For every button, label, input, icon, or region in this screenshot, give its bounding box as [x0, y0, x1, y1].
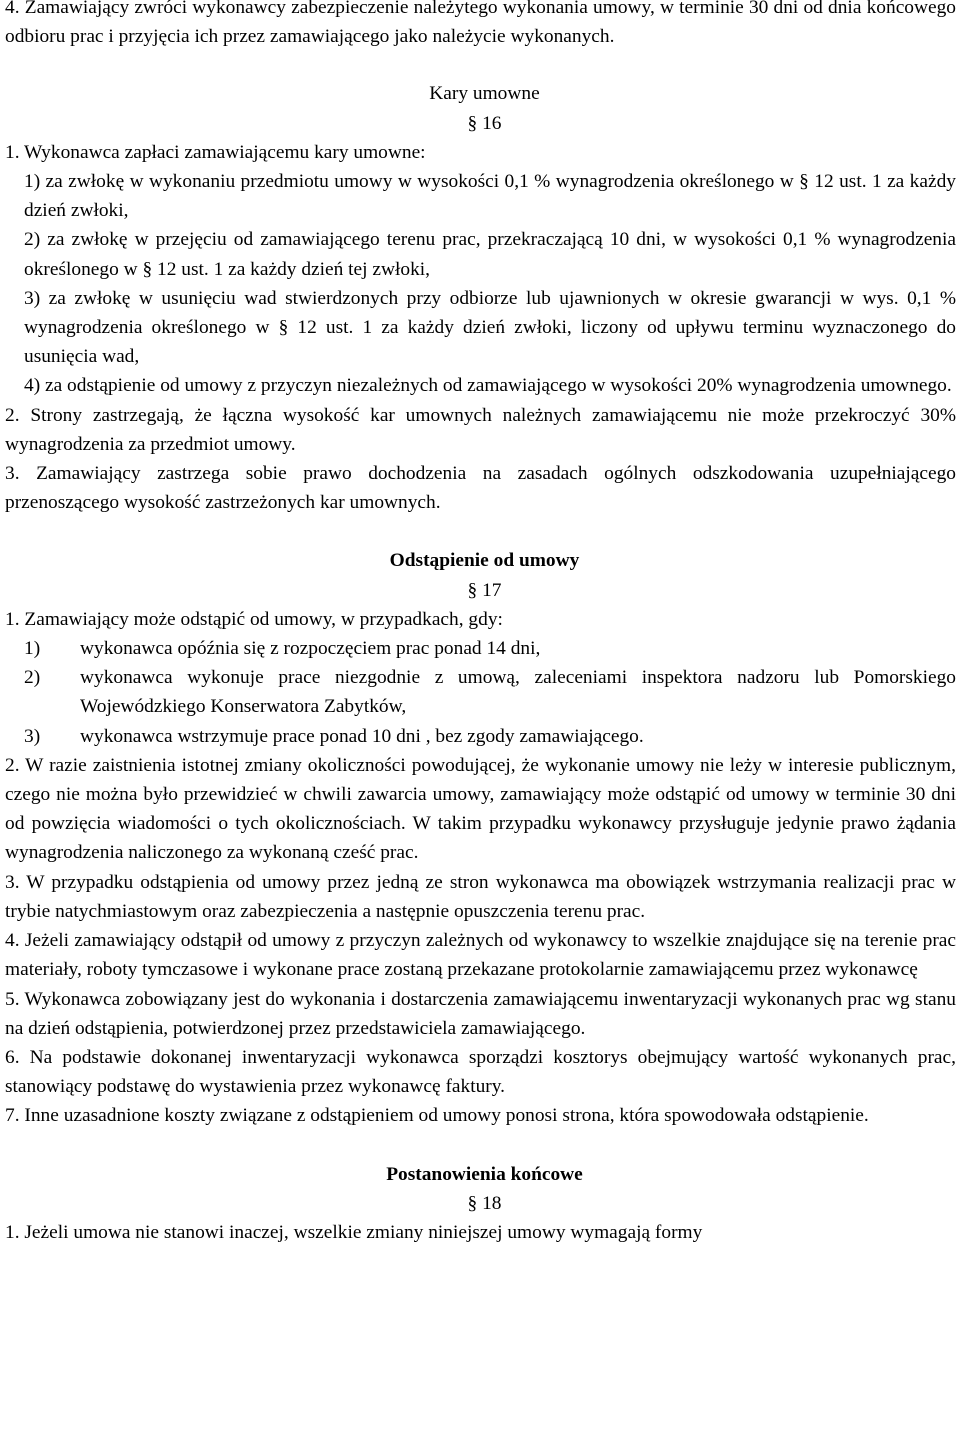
section-16-item-4: 4) za odstąpienie od umowy z przyczyn niezależnych od zamawiającego w wysokości 20% wynagrodzenia umownego. [24, 375, 952, 397]
section-16-paragraph-2: 2. Strony zastrzegają, że łączna wysokość kar umownych należnych zamawiającemu nie może przekroczyć 30% wynagrodzenia za przedmiot umowy. [5, 404, 956, 455]
section-16-item-2: 2) za zwłokę w przejęciu od zamawiającego terenu prac, przekraczającą 10 dni, w wysokości 0,1 % wynagrodzenia określonego w § 12 ust. 1 za każdy dzień tej zwłoki, [24, 229, 956, 280]
section-18-paragraph-1: 1. Jeżeli umowa nie stanowi inaczej, wszelkie zmiany niniejszej umowy wymagają formy [5, 1221, 703, 1243]
list-item-text: wykonawca opóźnia się z rozpoczęciem prac ponad 14 dni, [80, 638, 541, 660]
section-17-paragraph-7: 7. Inne uzasadnione koszty związane z odstąpieniem od umowy ponosi strona, która spowodowała odstąpienie. [5, 1105, 869, 1127]
spacer [5, 51, 956, 79]
list-item-number: 2) [24, 667, 41, 689]
list-item-number: 1) [24, 638, 41, 660]
section-17-title: Odstąpienie od umowy [389, 550, 580, 572]
list-item-text: wykonawca wstrzymuje prace ponad 10 dni , bez zgody zamawiającego. [80, 725, 644, 747]
section-17-number: § 17 [467, 579, 502, 601]
section-16-title: Kary umowne [429, 83, 540, 105]
spacer [5, 1131, 956, 1160]
list-item [24, 722, 956, 751]
section-18-title: Postanowienia końcowe [386, 1163, 583, 1185]
section-17-paragraph-5: 5. Wykonawca zobowiązany jest do wykonania i dostarczenia zamawiającemu inwentaryzacji wykonanych prac wg stanu na dzień odstąpienia, potwierdzonej przez przedstawiciela zamawiającego. [5, 988, 956, 1039]
section-17-paragraph-4: 4. Jeżeli zamawiający odstąpił od umowy z przyczyn zależnych od wykonawcy to wszelkie znajdujące się na terenie prac materiały, roboty tymczasowe i wykonane prace zostaną przekazane protokolarnie zamawiającemu przez wykonawcę [5, 930, 956, 981]
section-16-paragraph-1: 1. Wykonawca zapłaci zamawiającemu kary umowne: [5, 141, 426, 163]
section-17-paragraph-2: 2. W razie zaistnienia istotnej zmiany okoliczności powodującej, że wykonanie umowy nie leży w interesie publicznym, czego nie można było przewidzieć w chwili zawarcia umowy, zamawiający może odstąpić od umowy w terminie 30 dni od powzięcia wiadomości o tych okolicznościach. W takim przypadku wykonawcy przysługuje jedynie prawo żądania wynagrodzenia naliczonego za wykonaną cześć prac. [5, 754, 956, 864]
section-17-paragraph-3: 3. W przypadku odstąpienia od umowy przez jedną ze stron wykonawca ma obowiązek wstrzymania realizacji prac w trybie natychmiastowym oraz zabezpieczenia a następnie opuszczenia terenu prac. [5, 871, 956, 922]
list-item-text: wykonawca wykonuje prace niezgodnie z umową, zaleceniami inspektora nadzoru lub Pomorskiego Wojewódzkiego Konserwatora Zabytków, [80, 667, 956, 718]
list-item [24, 663, 956, 721]
section-16-number: § 16 [467, 112, 502, 134]
section-16-item-3: 3) za zwłokę w usunięciu wad stwierdzonych przy odbiorze lub ujawnionych w okresie gwarancji w wys. 0,1 % wynagrodzenia określonego w § 12 ust. 1 za każdy dzień zwłoki, liczony od upływu terminu wyznaczonego do usunięcia wad, [24, 287, 956, 368]
section-18-number: § 18 [467, 1192, 502, 1214]
section-17-paragraph-6: 6. Na podstawie dokonanej inwentaryzacji wykonawca sporządzi kosztorys obejmujący wartość wykonanych prac, stanowiący podstawę do wystawienia przez wykonawcę faktury. [5, 1046, 956, 1098]
section-16-paragraph-3: 3. Zamawiający zastrzega sobie prawo dochodzenia na zasadach ogólnych odszkodowania uzupełniającego przenoszącego wysokość zastrzeżonych kar umownych. [5, 463, 956, 514]
paragraph-4-security-return: 4. Zamawiający zwróci wykonawcy zabezpieczenie należytego wykonania umowy, w terminie 30 dni od dnia końcowego odbioru prac i przyjęcia ich przez zamawiającego jako należycie wykonanych. [5, 0, 956, 48]
spacer [5, 517, 956, 546]
list-item-number: 3) [24, 725, 41, 747]
section-17-list [24, 634, 956, 751]
list-item [24, 634, 956, 663]
section-17-paragraph-1: 1. Zamawiający może odstąpić od umowy, w przypadkach, gdy: [5, 608, 503, 630]
section-16-item-1: 1) za zwłokę w wykonaniu przedmiotu umowy w wysokości 0,1 % wynagrodzenia określonego w § 12 ust. 1 za każdy dzień zwłoki, [24, 171, 956, 222]
